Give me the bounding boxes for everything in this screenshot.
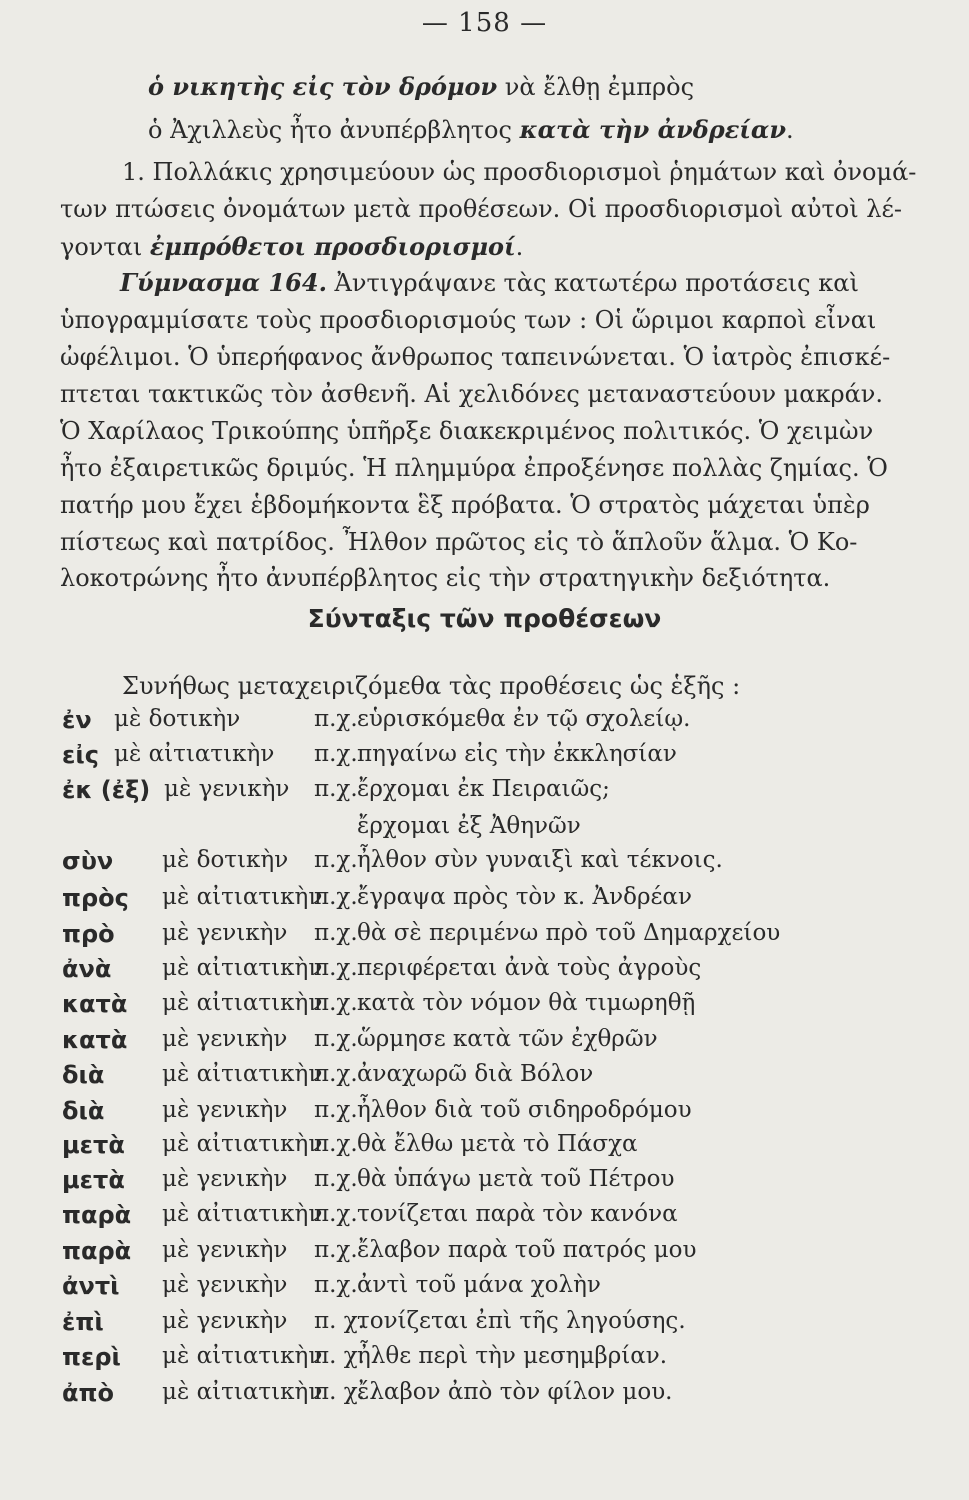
preposition-row xyxy=(62,1061,922,1095)
example-sentence: θὰ ἔλθω μετὰ τὸ Πάσχα xyxy=(357,1131,638,1157)
example-marker: π.χ. xyxy=(314,1061,358,1087)
preposition: σὺν xyxy=(62,847,114,875)
preposition-row xyxy=(62,1308,922,1342)
emphasized-phrase: ἐμπρόθετοι προσδιορισμοί xyxy=(149,232,516,261)
example-marker: π.χ. xyxy=(314,920,358,946)
preposition-row xyxy=(62,955,922,989)
example-marker: π.χ. xyxy=(314,741,358,767)
preposition: ἀντὶ xyxy=(62,1272,120,1300)
preposition-row xyxy=(62,1166,922,1200)
exercise-title: Γύμνασμα 164. xyxy=(120,268,327,297)
text-run: νὰ ἔλθῃ ἐμπρὸς xyxy=(497,73,695,101)
preposition: ἀνὰ xyxy=(62,955,112,983)
case-description: μὲ γενικὴν xyxy=(162,1166,288,1192)
paragraph-line: λοκοτρώνης ἦτο ἀνυπέρβλητος εἰς τὴν στρατηγικὴν δεξιότητα. xyxy=(60,564,831,592)
text-run: . xyxy=(515,233,524,261)
preposition: διὰ xyxy=(62,1061,105,1089)
preposition-row xyxy=(62,776,922,810)
preposition-row xyxy=(62,847,922,881)
preposition: παρὰ xyxy=(62,1201,132,1229)
example-sentence: θὰ σὲ περιμένω πρὸ τοῦ Δημαρχείου xyxy=(357,920,781,946)
example-sentence: ἦλθε περὶ τὴν μεσημβρίαν. xyxy=(357,1343,668,1369)
section-heading: Σύνταξις τῶν προθέσεων xyxy=(307,604,662,633)
case-description: μὲ δοτικὴν xyxy=(162,847,289,873)
preposition: εἰς xyxy=(62,741,99,769)
preposition-row xyxy=(62,1343,922,1377)
case-description: μὲ γενικὴν xyxy=(164,776,290,802)
text-run: ὁ Ἀχιλλεὺς ἦτο ἀνυπέρβλητος xyxy=(148,116,520,144)
example-marker: π. χ. xyxy=(314,1379,365,1405)
preposition-row xyxy=(62,920,922,954)
preposition-row xyxy=(62,1097,922,1131)
example-marker: π.χ. xyxy=(314,955,358,981)
example-sentence: ὥρμησε κατὰ τῶν ἐχθρῶν xyxy=(357,1026,658,1052)
example-marker: π.χ. xyxy=(314,1026,358,1052)
paragraph-line: ἦτο ἐξαιρετικῶς δριμύς. Ἡ πλημμύρα ἐπροξένησε πολλὰς ζημίας. Ὁ xyxy=(60,454,888,482)
preposition-row xyxy=(62,741,922,775)
paragraph-line: ὑπογραμμίσατε τοὺς προσδιορισμούς των : Οἱ ὥριμοι καρποὶ εἶναι xyxy=(60,306,877,334)
example-marker: π.χ. xyxy=(314,847,358,873)
preposition-row xyxy=(62,1237,922,1271)
case-description: μὲ αἰτιατικὴν xyxy=(114,741,275,767)
case-description: μὲ αἰτιατικὴν xyxy=(162,1131,323,1157)
example-marker: π. χ. xyxy=(314,1343,365,1369)
preposition-row xyxy=(62,706,922,740)
example-sentence: ἔλαβον ἀπὸ τὸν φίλον μου. xyxy=(357,1379,673,1405)
preposition: κατὰ xyxy=(62,1026,128,1054)
example-line xyxy=(148,72,694,101)
emphasized-phrase: κατὰ τὴν ἀνδρείαν xyxy=(519,115,787,144)
case-description: μὲ γενικὴν xyxy=(162,1026,288,1052)
preposition-row xyxy=(62,1026,922,1060)
example-marker: π. χ. xyxy=(314,1308,365,1334)
example-marker: π.χ. xyxy=(314,1097,358,1123)
example-marker: π.χ. xyxy=(314,1166,358,1192)
case-description: μὲ αἰτιατικὴν xyxy=(162,990,323,1016)
intro-line: Συνήθως μεταχειριζόμεθα τὰς προθέσεις ὡς ἑξῆς : xyxy=(122,672,741,700)
page-number: — 158 — xyxy=(421,8,548,38)
example-marker: π.χ. xyxy=(314,1237,358,1263)
example-marker: π.χ. xyxy=(314,776,358,802)
preposition: παρὰ xyxy=(62,1237,132,1265)
preposition: περὶ xyxy=(62,1343,121,1371)
preposition: μετὰ xyxy=(62,1131,125,1159)
example-marker: π.χ. xyxy=(314,884,358,910)
preposition-row xyxy=(62,884,922,918)
emphasized-phrase: ὁ νικητὴς εἰς τὸν δρόμον xyxy=(148,72,498,101)
example-sentence: τονίζεται παρὰ τὸν κανόνα xyxy=(357,1201,678,1227)
preposition: ἐκ (ἐξ) xyxy=(62,776,151,804)
paragraph-line: πίστεως καὶ πατρίδος. Ἦλθον πρῶτος εἰς τὸ ἅπλοῦν ἅλμα. Ὁ Κο- xyxy=(60,528,858,556)
preposition: ἐν xyxy=(62,706,92,734)
paragraph-line: των πτώσεις ὀνομάτων μετὰ προθέσεων. Οἱ προσδιορισμοὶ αὐτοὶ λέ- xyxy=(60,195,902,223)
example-sentence: ἔγραψα πρὸς τὸν κ. Ἀνδρέαν xyxy=(357,884,692,910)
preposition-row xyxy=(62,1201,922,1235)
case-description: μὲ αἰτιατικὴν xyxy=(162,1201,323,1227)
preposition: ἐπὶ xyxy=(62,1308,104,1336)
example-marker: π.χ. xyxy=(314,1201,358,1227)
preposition: ἀπὸ xyxy=(62,1379,114,1407)
paragraph-line: πατήρ μου ἔχει ἑβδομήκοντα ἓξ πρόβατα. Ὁ στρατὸς μάχεται ὑπὲρ xyxy=(60,491,870,519)
preposition: διὰ xyxy=(62,1097,105,1125)
example-sentence: θὰ ὑπάγω μετὰ τοῦ Πέτρου xyxy=(357,1166,675,1192)
preposition: πρὸ xyxy=(62,920,115,948)
example-sentence: ἔρχομαι ἐκ Πειραιῶς; xyxy=(357,776,610,802)
paragraph-line: Ὁ Χαρίλαος Τρικούπης ὑπῆρξε διακεκριμένος πολιτικός. Ὁ χειμὼν xyxy=(60,417,874,445)
paragraph-line xyxy=(60,232,523,261)
preposition-row xyxy=(62,1379,922,1413)
case-description: μὲ αἰτιατικὴν xyxy=(162,955,323,981)
preposition-row xyxy=(62,813,922,847)
case-description: μὲ γενικὴν xyxy=(162,920,288,946)
text-run: Ἀντιγράψανε τὰς κατωτέρω προτάσεις καὶ xyxy=(326,269,859,297)
text-run: γονται xyxy=(60,233,150,261)
example-sentence: κατὰ τὸν νόμον θὰ τιμωρηθῇ xyxy=(357,990,696,1016)
paragraph-line: πτεται τακτικῶς τὸν ἀσθενῆ. Αἱ χελιδόνες μεταναστεύουν μακράν. xyxy=(60,380,884,408)
text-run: . xyxy=(786,116,794,144)
example-sentence: εὑρισκόμεθα ἐν τῷ σχολείῳ. xyxy=(357,706,691,732)
example-marker: π.χ. xyxy=(314,990,358,1016)
example-sentence: ἔλαβον παρὰ τοῦ πατρός μου xyxy=(357,1237,697,1263)
case-description: μὲ γενικὴν xyxy=(162,1308,288,1334)
example-sentence: ἦλθον σὺν γυναιξὶ καὶ τέκνοις. xyxy=(357,847,723,873)
example-sentence: τονίζεται ἐπὶ τῆς ληγούσης. xyxy=(357,1308,686,1334)
example-sentence: πηγαίνω εἰς τὴν ἐκκλησίαν xyxy=(357,741,677,767)
case-description: μὲ αἰτιατικὴν xyxy=(162,1061,323,1087)
example-marker: π.χ. xyxy=(314,1272,358,1298)
preposition-row xyxy=(62,1131,922,1165)
example-sentence: ἀναχωρῶ διὰ Βόλον xyxy=(357,1061,594,1087)
case-description: μὲ αἰτιατικὴν xyxy=(162,1379,323,1405)
example-sentence: ἀντὶ τοῦ μάνα χολὴν xyxy=(357,1272,601,1298)
paragraph-line: ὠφέλιμοι. Ὁ ὑπερήφανος ἄνθρωπος ταπεινώνεται. Ὁ ἰατρὸς ἐπισκέ- xyxy=(60,343,891,371)
case-description: μὲ γενικὴν xyxy=(162,1272,288,1298)
case-description: μὲ δοτικὴν xyxy=(114,706,241,732)
case-description: μὲ αἰτιατικὴν xyxy=(162,884,323,910)
case-description: μὲ γενικὴν xyxy=(162,1237,288,1263)
example-line xyxy=(148,115,794,144)
case-description: μὲ αἰτιατικὴν xyxy=(162,1343,323,1369)
preposition-row xyxy=(62,1272,922,1306)
preposition: κατὰ xyxy=(62,990,128,1018)
preposition: πρὸς xyxy=(62,884,129,912)
preposition-row xyxy=(62,990,922,1024)
example-marker: π.χ. xyxy=(314,706,358,732)
paragraph-line: 1. Πολλάκις χρησιμεύουν ὡς προσδιορισμοὶ ῥημάτων καὶ ὀνομά- xyxy=(122,158,917,186)
preposition: μετὰ xyxy=(62,1166,125,1194)
example-sentence: ἔρχομαι ἐξ Ἀθηνῶν xyxy=(357,813,581,839)
example-marker: π.χ. xyxy=(314,1131,358,1157)
exercise-title-line xyxy=(120,268,859,297)
example-sentence: ἦλθον διὰ τοῦ σιδηροδρόμου xyxy=(357,1097,692,1123)
example-sentence: περιφέρεται ἀνὰ τοὺς ἀγροὺς xyxy=(357,955,702,981)
case-description: μὲ γενικὴν xyxy=(162,1097,288,1123)
